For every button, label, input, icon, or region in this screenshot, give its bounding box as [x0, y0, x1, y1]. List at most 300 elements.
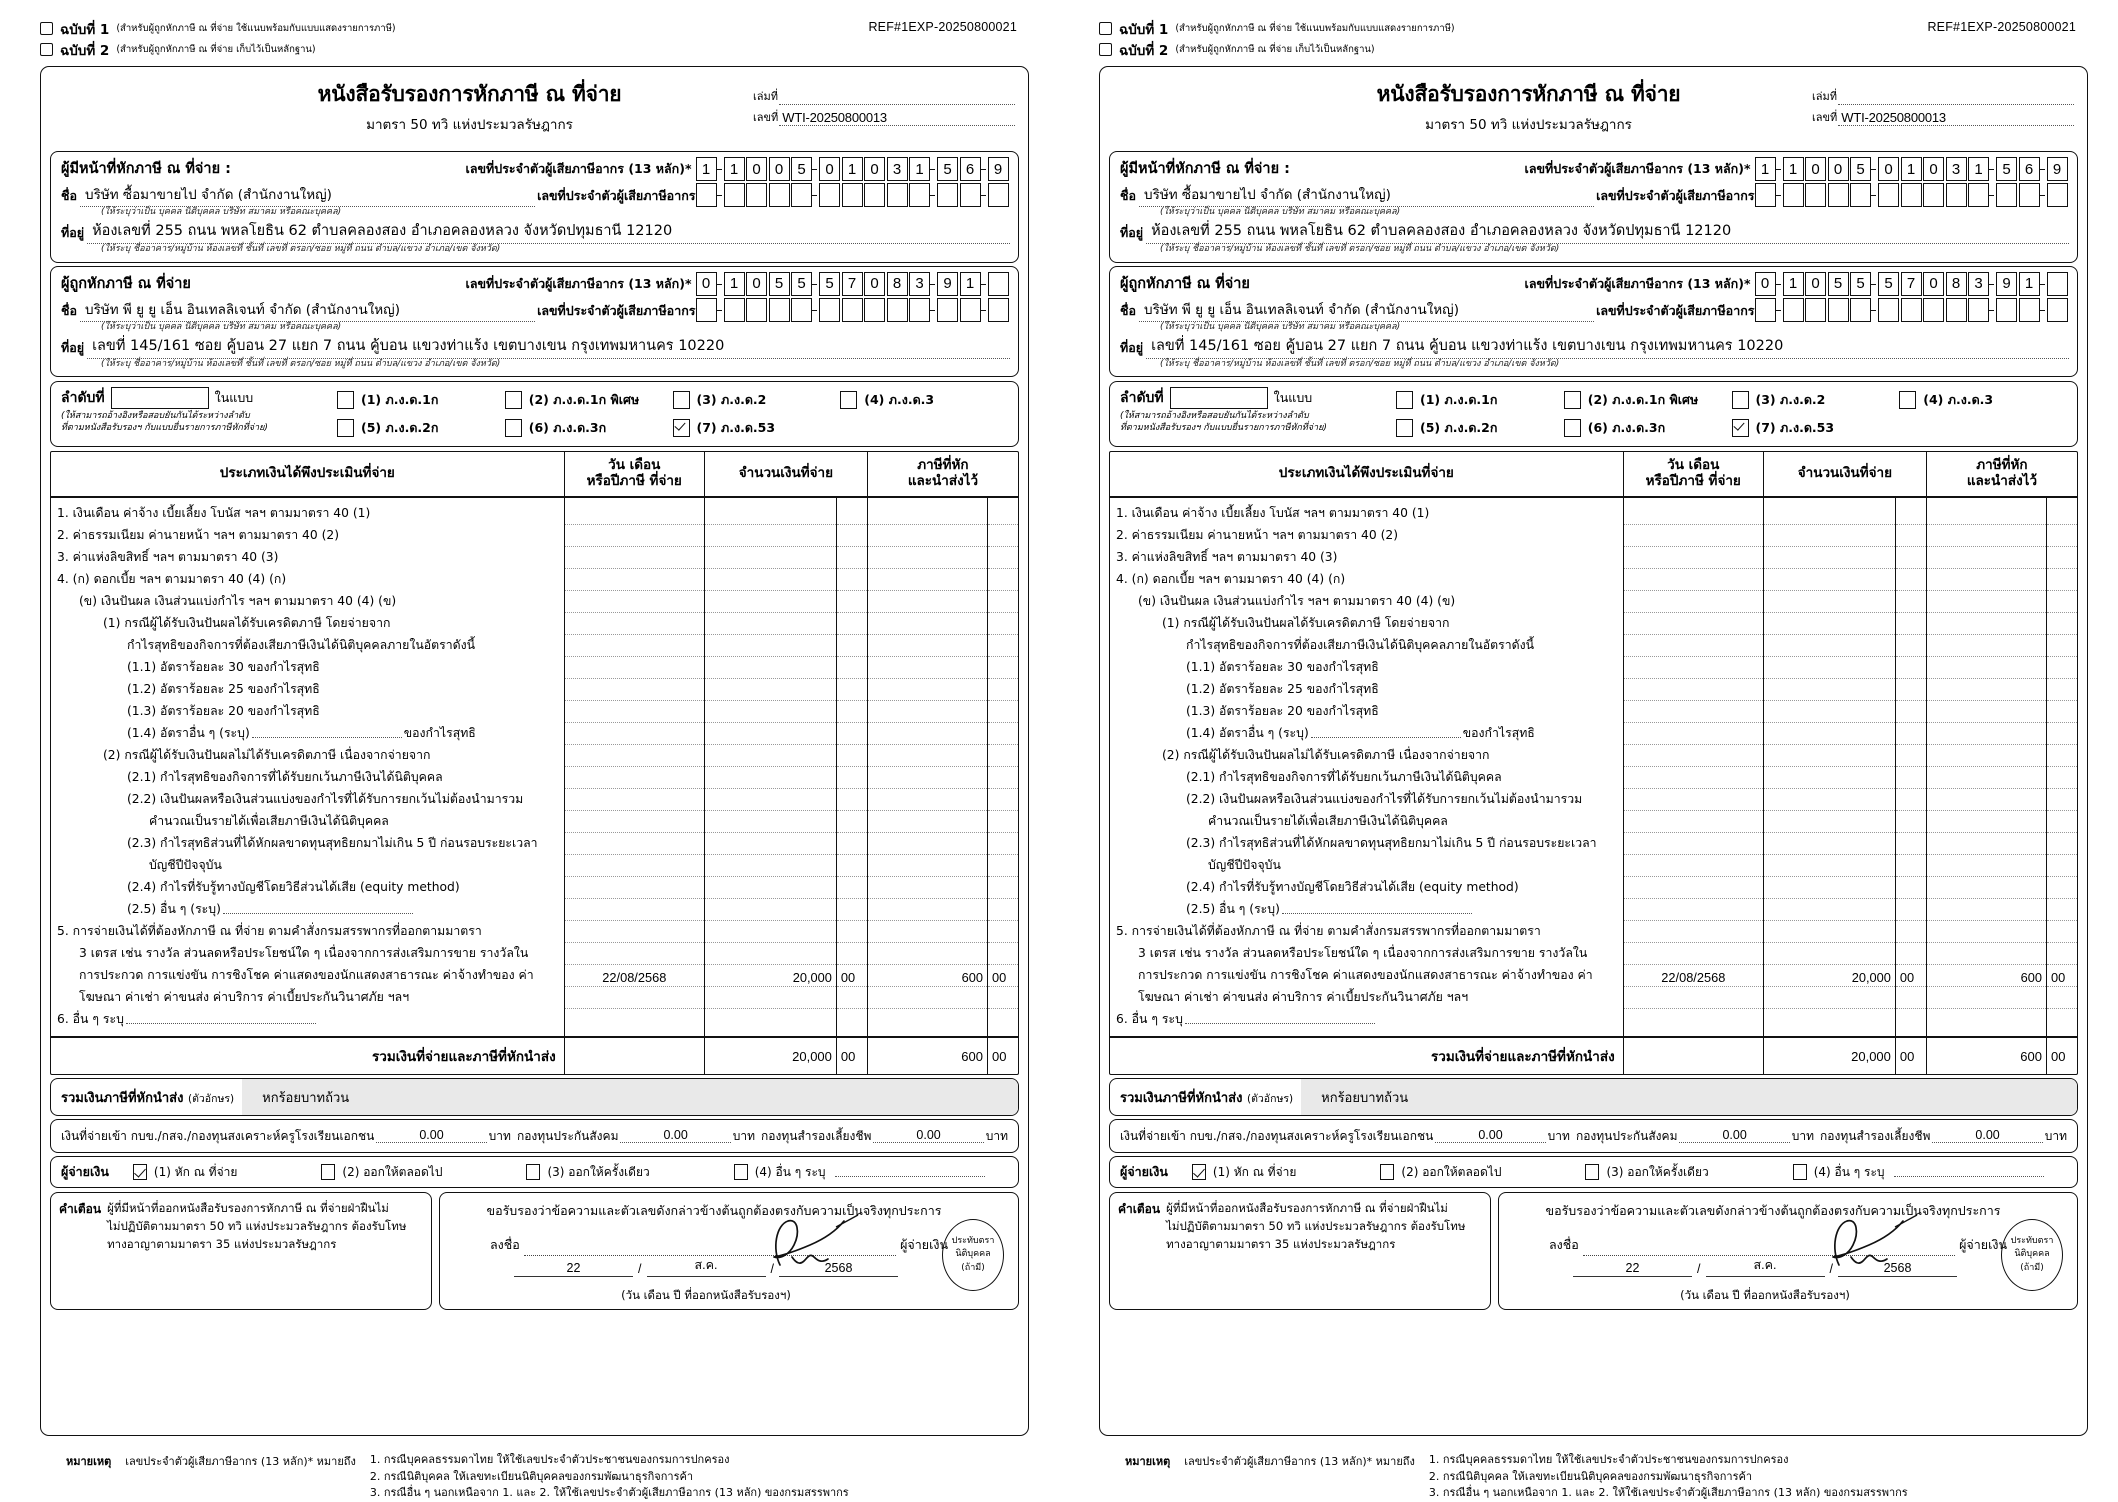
copy1-checkbox[interactable]	[40, 22, 53, 35]
income-type-label: (2.2) เงินปันผลหรือเงินส่วนแบ่งของกำไรที่ได้รับการยกเว้นไม่ต้องนำมารวม	[1186, 791, 1583, 806]
taxid-digit-8[interactable]	[864, 298, 885, 322]
payer-option-1[interactable]	[1192, 1163, 1296, 1182]
taxid-digit-4[interactable]	[769, 183, 790, 207]
book-field[interactable]	[1838, 92, 2074, 105]
taxid-digit-13[interactable]: 9	[988, 157, 1009, 181]
form-type-option-3[interactable]	[1732, 390, 1900, 410]
copy2-checkbox[interactable]	[1099, 43, 1112, 56]
row-separator	[705, 854, 836, 855]
row-separator	[1927, 854, 2046, 855]
taxid-digit-11[interactable]: 5	[937, 157, 958, 181]
row-separator	[2047, 700, 2077, 701]
taxid-digit-9[interactable]	[887, 298, 908, 322]
taxid-digit-3[interactable]: 0	[746, 272, 767, 296]
taxid-digit-9[interactable]: 3	[1946, 157, 1967, 181]
row-separator	[988, 854, 1018, 855]
row-separator	[565, 876, 704, 877]
row-separator	[837, 766, 867, 767]
fund-0-field[interactable]	[376, 1127, 486, 1143]
form-type-option-2[interactable]	[1564, 390, 1732, 410]
income-type-label: 3. ค่าแห่งลิขสิทธิ์ ฯลฯ ตามมาตรา 40 (3)	[57, 549, 279, 564]
row-separator	[2047, 722, 2077, 723]
payer-option-4-field[interactable]	[1894, 1167, 2044, 1177]
taxid-digit-2[interactable]	[724, 183, 745, 207]
taxid-digit-10[interactable]: 3	[1968, 272, 1989, 296]
withholdee-taxid-boxes[interactable]	[1755, 272, 2070, 296]
taxid-digit-6[interactable]	[1878, 183, 1899, 207]
fund-0-field[interactable]	[1435, 1127, 1545, 1143]
warning-line-2: ไม่ปฏิบัติตามมาตรา 50 ทวิ แห่งประมวลรัษฎากร ต้องรับโทษ	[1166, 1218, 1466, 1233]
book-field[interactable]	[779, 92, 1015, 105]
taxid-digit-12[interactable]	[960, 298, 981, 322]
form-type-checkbox-1[interactable]	[1396, 391, 1413, 409]
taxid-digit-13[interactable]: 9	[2047, 157, 2068, 181]
taxid-digit-13[interactable]	[988, 183, 1009, 207]
row-separator	[837, 634, 867, 635]
withholdee-address-field[interactable]	[87, 337, 1010, 359]
page-title: หนังสือรับรองการหักภาษี ณ ที่จ่าย	[1376, 82, 1681, 106]
row-separator	[868, 964, 987, 965]
taxid-digit-8[interactable]: 0	[1923, 157, 1944, 181]
income-type-label: (2.1) กำไรสุทธิของกิจการที่ได้รับยกเว้นภาษีเงินได้นิติบุคคล	[1186, 769, 1502, 784]
row-separator	[988, 524, 1018, 525]
fund-2-field[interactable]	[1932, 1127, 2042, 1143]
taxid-digit-7[interactable]: 1	[842, 157, 863, 181]
amount-in-words-label-main: รวมเงินภาษีที่หักนำส่ง	[1120, 1090, 1243, 1106]
taxid-digit-12[interactable]: 6	[2019, 157, 2040, 181]
payer-option-1-checkbox[interactable]	[1192, 1164, 1206, 1180]
form-type-checkbox-5[interactable]	[1396, 419, 1413, 437]
form-type-option-1[interactable]	[337, 390, 505, 410]
taxid-digit-2[interactable]: 1	[724, 272, 745, 296]
form-type-option-7[interactable]	[673, 418, 841, 438]
sequence-hint-line2: ที่ตามหนังสือรับรองฯ กับแบบยื่นรายการภาษีหักที่จ่าย)	[61, 422, 268, 433]
row-separator	[1896, 898, 1926, 899]
row-separator	[705, 1008, 836, 1009]
taxid-digit-2[interactable]: 1	[1783, 157, 1804, 181]
payer-option-4-checkbox[interactable]	[1793, 1164, 1807, 1180]
taxid-digit-4[interactable]: 0	[1828, 157, 1849, 181]
signature-month-field[interactable]	[647, 1258, 766, 1277]
row-separator	[1764, 832, 1895, 833]
form-type-checkbox-2[interactable]	[1564, 391, 1581, 409]
taxid-digit-4[interactable]: 0	[769, 157, 790, 181]
payer-option-4[interactable]	[1793, 1163, 2046, 1182]
row-separator	[565, 700, 704, 701]
taxid-digit-3[interactable]	[746, 298, 767, 322]
taxid-digit-6[interactable]	[1878, 298, 1899, 322]
taxid-digit-7[interactable]	[842, 183, 863, 207]
form-type-option-5[interactable]	[1396, 418, 1564, 438]
taxid-digit-7[interactable]: 7	[842, 272, 863, 296]
form-type-checkbox-7[interactable]	[673, 419, 690, 437]
taxid-digit-1[interactable]: 1	[696, 157, 717, 181]
payer-option-2-checkbox[interactable]	[321, 1164, 335, 1180]
form-type-option-4[interactable]	[1899, 390, 2067, 410]
seal-line-1: ประทับตรา	[2010, 1236, 2054, 1247]
taxid-digit-10[interactable]	[909, 298, 930, 322]
withholder-taxid2-label: เลขที่ประจำตัวผู้เสียภาษีอากร	[1596, 188, 1755, 203]
payer-option-3-checkbox[interactable]	[1585, 1164, 1599, 1180]
payer-option-4-field[interactable]	[835, 1167, 985, 1177]
income-type-fill-field[interactable]	[223, 904, 413, 914]
taxid-digit-12[interactable]: 1	[960, 272, 981, 296]
taxid-digit-5[interactable]	[1850, 183, 1871, 207]
taxid-digit-13[interactable]	[2047, 272, 2068, 296]
signature-day-field[interactable]	[514, 1261, 633, 1277]
row-separator	[837, 876, 867, 877]
form-type-checkbox-4[interactable]	[840, 391, 857, 409]
taxid-digit-10[interactable]	[1968, 298, 1989, 322]
form-type-checkbox-5[interactable]	[337, 419, 354, 437]
withholdee-name-hint: (ให้ระบุว่าเป็น บุคคล นิติบุคคล บริษัท สมาคม หรือคณะบุคคล)	[101, 321, 342, 332]
row-separator	[565, 590, 704, 591]
row-separator	[2047, 1008, 2077, 1009]
withholdee-address-hint: (ให้ระบุ ชื่ออาคาร/หมู่บ้าน ห้องเลขที่ ชั้นที่ เลขที่ ตรอก/ซอย หมู่ที่ ถนน ตำบล/แขวง อำเภอ/เขต จังหวัด)	[1160, 358, 1560, 369]
taxid-digit-9[interactable]	[887, 183, 908, 207]
taxid-digit-6[interactable]: 0	[819, 157, 840, 181]
withholdee-taxid2-boxes[interactable]	[696, 298, 1011, 322]
taxid-digit-9[interactable]	[1946, 183, 1967, 207]
number-field[interactable]	[1838, 110, 2074, 126]
form-type-option-2[interactable]	[505, 390, 673, 410]
form-type-option-5[interactable]	[337, 418, 505, 438]
payer-option-2[interactable]	[1380, 1163, 1501, 1182]
form-type-checkbox-6[interactable]	[1564, 419, 1581, 437]
income-type-fill-field[interactable]	[1311, 728, 1461, 738]
withholder-address-value: ห้องเลขที่ 255 ถนน พหลโยธิน 62 ตำบลคลองสอง อำเภอคลองหลวง จังหวัดปทุมธานี 12120	[92, 223, 673, 240]
sequence-input[interactable]	[1170, 387, 1268, 409]
row-separator	[705, 942, 836, 943]
taxid-digit-2[interactable]	[724, 298, 745, 322]
income-type-row	[1116, 986, 1617, 1008]
withholdee-taxid2-boxes[interactable]	[1755, 298, 2070, 322]
withholdee-address-field[interactable]	[1146, 337, 2069, 359]
date-separator-2: /	[770, 1262, 774, 1276]
income-type-row	[57, 722, 558, 744]
taxid-digit-5[interactable]	[791, 183, 812, 207]
taxid-digit-11[interactable]: 9	[1996, 272, 2017, 296]
payer-option-3[interactable]	[526, 1163, 649, 1182]
row-separator	[705, 678, 836, 679]
taxid-digit-3[interactable]: 0	[1805, 272, 1826, 296]
row-separator	[1896, 612, 1926, 613]
taxid-digit-1[interactable]	[1755, 183, 1776, 207]
withholder-name-field[interactable]	[1139, 187, 1594, 207]
signature-day-field[interactable]	[1573, 1261, 1692, 1277]
income-type-row	[57, 590, 558, 612]
payer-option-2-checkbox[interactable]	[1380, 1164, 1394, 1180]
row-separator	[705, 964, 836, 965]
taxid-digit-2[interactable]: 1	[1783, 272, 1804, 296]
fund-1-field[interactable]	[620, 1127, 730, 1143]
taxid-digit-9[interactable]: 8	[1946, 272, 1967, 296]
income-type-fill-field[interactable]	[1282, 904, 1472, 914]
row-separator	[868, 524, 987, 525]
taxid-digit-11[interactable]	[1996, 298, 2017, 322]
col-header-date-l1: วัน เดือน	[608, 457, 661, 474]
signature-month-field[interactable]	[1706, 1258, 1825, 1277]
taxid-digit-3[interactable]: 0	[1805, 157, 1826, 181]
copy1-checkbox[interactable]	[1099, 22, 1112, 35]
total-tax-satang: 00	[2051, 1048, 2066, 1064]
taxid-digit-1[interactable]: 1	[1755, 157, 1776, 181]
taxid-digit-8[interactable]	[1923, 183, 1944, 207]
fund-2-name: กองทุนสำรองเลี้ยงชีพ	[1820, 1128, 1931, 1143]
taxid-digit-8[interactable]	[864, 183, 885, 207]
amount-column	[1764, 498, 1927, 1036]
taxid-digit-5[interactable]	[791, 298, 812, 322]
copy-line-2[interactable]	[40, 39, 1029, 60]
taxid-digit-1[interactable]: 0	[696, 272, 717, 296]
copy2-checkbox[interactable]	[40, 43, 53, 56]
income-type-label-suffix: ของกำไรสุทธิ	[1462, 725, 1535, 740]
amount-in-words-section	[1109, 1078, 2078, 1116]
taxid-digit-11[interactable]	[1996, 183, 2017, 207]
row-separator	[1764, 1008, 1895, 1009]
row-separator	[1764, 678, 1895, 679]
taxid-digit-1[interactable]	[696, 298, 717, 322]
taxid-digit-9[interactable]	[1946, 298, 1967, 322]
income-type-label: (1.3) อัตราร้อยละ 20 ของกำไรสุทธิ	[127, 703, 320, 718]
taxid-digit-8[interactable]: 0	[864, 272, 885, 296]
row-separator	[1764, 722, 1895, 723]
form-type-option-1[interactable]	[1396, 390, 1564, 410]
row-separator	[1896, 920, 1926, 921]
withholder-taxid2-boxes[interactable]	[696, 183, 1011, 207]
taxid-digit-4[interactable]	[769, 298, 790, 322]
withholdee-address-label: ที่อยู่	[1120, 339, 1144, 355]
withholdee-name-field[interactable]	[80, 301, 535, 322]
withholder-address-field[interactable]	[1146, 223, 2069, 244]
taxid-digit-7[interactable]: 1	[1901, 157, 1922, 181]
withholder-taxid-boxes[interactable]	[696, 157, 1011, 181]
taxid-digit-11[interactable]	[937, 298, 958, 322]
payer-option-2-label: (2) ออกให้ตลอดไป	[342, 1164, 443, 1179]
row-separator	[988, 766, 1018, 767]
payer-option-1-checkbox[interactable]	[133, 1164, 147, 1180]
withholder-address-field[interactable]	[87, 223, 1010, 244]
form-type-checkbox-3[interactable]	[1732, 391, 1749, 409]
payer-option-1[interactable]	[133, 1163, 237, 1182]
form-type-option-3[interactable]	[673, 390, 841, 410]
withholdee-name-field[interactable]	[1139, 301, 1594, 322]
taxid-digit-3[interactable]	[746, 183, 767, 207]
taxid-digit-12[interactable]: 1	[2019, 272, 2040, 296]
taxid-digit-2[interactable]	[1783, 298, 1804, 322]
taxid-digit-6[interactable]: 0	[1878, 157, 1899, 181]
row-separator	[1896, 854, 1926, 855]
row-separator	[565, 810, 704, 811]
row-separator	[1896, 744, 1926, 745]
form-type-option-4[interactable]	[840, 390, 1008, 410]
fund-1-name: กองทุนประกันสังคม	[1575, 1128, 1678, 1143]
withholdee-address-hint: (ให้ระบุ ชื่ออาคาร/หมู่บ้าน ห้องเลขที่ ชั้นที่ เลขที่ ตรอก/ซอย หมู่ที่ ถนน ตำบล/แขวง อำเภอ/เขต จังหวัด)	[101, 358, 501, 369]
taxid-digit-6[interactable]: 5	[819, 272, 840, 296]
total-amount-baht: 20,000	[705, 1038, 837, 1074]
taxid-digit-13[interactable]	[988, 298, 1009, 322]
withholder-taxid2-boxes[interactable]	[1755, 183, 2070, 207]
payer-option-4-label: (4) อื่น ๆ ระบุ	[1813, 1164, 1885, 1179]
seal-line-1: ประทับตรา	[951, 1236, 995, 1247]
sequence-section	[50, 381, 1019, 447]
form-type-checkbox-3[interactable]	[673, 391, 690, 409]
taxid-digit-11[interactable]: 5	[1996, 157, 2017, 181]
taxid-digit-5[interactable]: 5	[791, 157, 812, 181]
form-type-checkbox-4[interactable]	[1899, 391, 1916, 409]
row-separator	[837, 920, 867, 921]
taxid-digit-3[interactable]	[1805, 183, 1826, 207]
row-separator	[565, 832, 704, 833]
row-separator	[705, 810, 836, 811]
footer-row	[50, 1192, 1019, 1310]
income-type-label: (1.4) อัตราอื่น ๆ (ระบุ)	[127, 725, 250, 740]
row-separator	[1896, 876, 1926, 877]
taxid-digit-10[interactable]: 1	[1968, 157, 1989, 181]
payer-option-2[interactable]	[321, 1163, 442, 1182]
income-type-row	[1116, 590, 1617, 612]
withholder-taxid-boxes[interactable]	[1755, 157, 2070, 181]
form-type-option-6[interactable]	[505, 418, 673, 438]
row-separator	[988, 832, 1018, 833]
form-frame	[1099, 66, 2088, 1436]
income-type-fill-field[interactable]	[126, 1014, 316, 1024]
withholdee-name-value: บริษัท พี ยู ยู เอ็น อินเทลลิเจนท์ จำกัด (สำนักงานใหญ่)	[85, 301, 400, 318]
taxid-digit-3[interactable]	[1805, 298, 1826, 322]
taxid-digit-10[interactable]: 1	[909, 157, 930, 181]
taxid-digit-4[interactable]: 5	[769, 272, 790, 296]
taxid-digit-10[interactable]	[1968, 183, 1989, 207]
taxid-digit-6[interactable]	[819, 298, 840, 322]
payer-option-4-checkbox[interactable]	[734, 1164, 748, 1180]
income-table-total-row	[1110, 1036, 2077, 1074]
taxid-digit-5[interactable]: 5	[1850, 272, 1871, 296]
payer-option-3[interactable]	[1585, 1163, 1708, 1182]
withholdee-address-label: ที่อยู่	[61, 339, 85, 355]
taxid-digit-8[interactable]	[1923, 298, 1944, 322]
sequence-after-label: ในแบบ	[214, 390, 254, 405]
form-type-checkbox-1[interactable]	[337, 391, 354, 409]
taxid-digit-7[interactable]	[842, 298, 863, 322]
row-separator	[988, 898, 1018, 899]
income-type-row	[57, 920, 558, 942]
taxid-digit-12[interactable]	[2019, 298, 2040, 322]
row-separator	[837, 854, 867, 855]
row-separator	[1927, 656, 2046, 657]
withholder-name-field[interactable]	[80, 187, 535, 207]
taxid-digit-7[interactable]	[1901, 298, 1922, 322]
taxid-digit-12[interactable]	[960, 183, 981, 207]
row-separator	[868, 920, 987, 921]
taxid-digit-13[interactable]	[2047, 298, 2068, 322]
withholder-name-label: ชื่อ	[1120, 188, 1136, 203]
taxid-digit-11[interactable]: 9	[937, 272, 958, 296]
copy-line-2[interactable]	[1099, 39, 2088, 60]
taxid-digit-3[interactable]: 0	[746, 157, 767, 181]
payer-option-3-checkbox[interactable]	[526, 1164, 540, 1180]
form-type-checkbox-6[interactable]	[505, 419, 522, 437]
taxid-digit-4[interactable]: 5	[1828, 272, 1849, 296]
taxid-digit-6[interactable]: 5	[1878, 272, 1899, 296]
taxid-digit-10[interactable]: 3	[909, 272, 930, 296]
row-separator	[837, 810, 867, 811]
income-type-label: (2.2) เงินปันผลหรือเงินส่วนแบ่งของกำไรที่ได้รับการยกเว้นไม่ต้องนำมารวม	[127, 791, 524, 806]
taxid-digit-1[interactable]	[1755, 298, 1776, 322]
row-separator	[837, 1008, 867, 1009]
row-separator	[988, 700, 1018, 701]
income-type-label: โฆษณา ค่าเช่า ค่าขนส่ง ค่าบริการ ค่าเบี้ยประกันวินาศภัย ฯลฯ	[79, 989, 410, 1004]
taxid-digit-5[interactable]	[1850, 298, 1871, 322]
taxid-digit-2[interactable]	[1783, 183, 1804, 207]
entry-amount-satang-value: 00	[1899, 970, 1915, 985]
number-field[interactable]	[779, 110, 1015, 126]
taxid-digit-6[interactable]	[819, 183, 840, 207]
signature-field[interactable]	[1583, 1241, 1955, 1256]
fund-2-field[interactable]	[873, 1127, 983, 1143]
income-type-fill-field[interactable]	[1185, 1014, 1375, 1024]
taxid-digit-8[interactable]: 0	[864, 157, 885, 181]
sequence-hint-line2: ที่ตามหนังสือรับรองฯ กับแบบยื่นรายการภาษีหักที่จ่าย)	[1120, 422, 1327, 433]
taxid-digit-5[interactable]: 5	[1850, 157, 1871, 181]
taxid-digit-9[interactable]: 3	[887, 157, 908, 181]
row-separator	[837, 524, 867, 525]
form-type-option-6[interactable]	[1564, 418, 1732, 438]
col-header-date-l2: หรือปีภาษี ที่จ่าย	[1645, 473, 1741, 489]
taxid-digit-7[interactable]	[1901, 183, 1922, 207]
taxid-digit-1[interactable]: 0	[1755, 272, 1776, 296]
form-type-checkbox-2[interactable]	[505, 391, 522, 409]
taxid-digit-4[interactable]	[1828, 298, 1849, 322]
row-separator	[988, 656, 1018, 657]
taxid-digit-7[interactable]: 7	[1901, 272, 1922, 296]
taxid-digit-5[interactable]: 5	[791, 272, 812, 296]
sequence-input[interactable]	[111, 387, 209, 409]
row-separator	[837, 656, 867, 657]
withholder-taxid-label: เลขที่ประจำตัวผู้เสียภาษีอากร (13 หลัก)*	[1524, 161, 1751, 176]
taxid-digit-1[interactable]	[696, 183, 717, 207]
row-separator	[1927, 612, 2046, 613]
payer-option-4[interactable]	[734, 1163, 987, 1182]
funds-section	[1109, 1119, 2078, 1153]
signature-section	[439, 1192, 1019, 1310]
taxid-digit-10[interactable]	[909, 183, 930, 207]
taxid-digit-13[interactable]	[988, 272, 1009, 296]
fund-1-field[interactable]	[1679, 1127, 1789, 1143]
total-amount-cell	[1764, 1038, 1927, 1074]
row-separator	[705, 568, 836, 569]
taxid-digit-2[interactable]: 1	[724, 157, 745, 181]
withholder-name-row	[61, 183, 1010, 207]
taxid-digit-4[interactable]	[1828, 183, 1849, 207]
signature-year-field[interactable]	[779, 1261, 898, 1277]
signature-year-field[interactable]	[1838, 1261, 1957, 1277]
note-item-3: 3. กรณีอื่น ๆ นอกเหนือจาก 1. และ 2. ให้ใช้เลขประจำตัวผู้เสียภาษีอากร (13 หลัก) ของกรมสรรพากร	[1428, 1486, 1908, 1499]
taxid-digit-8[interactable]: 0	[1923, 272, 1944, 296]
form-type-option-7[interactable]	[1732, 418, 1900, 438]
taxid-digit-12[interactable]	[2019, 183, 2040, 207]
withholdee-taxid-boxes[interactable]	[696, 272, 1011, 296]
income-type-label: (1) กรณีผู้ได้รับเงินปันผลได้รับเครดิตภาษี โดยจ่ายจาก	[103, 615, 391, 630]
col-header-date	[1624, 452, 1764, 496]
income-type-fill-field[interactable]	[252, 728, 402, 738]
taxid-digit-11[interactable]	[937, 183, 958, 207]
taxid-digit-13[interactable]	[2047, 183, 2068, 207]
taxid-digit-12[interactable]: 6	[960, 157, 981, 181]
signature-field[interactable]	[524, 1241, 896, 1256]
payer-option-3-label: (3) ออกให้ครั้งเดียว	[1606, 1164, 1709, 1179]
form-type-checkbox-7[interactable]	[1732, 419, 1749, 437]
taxid-digit-9[interactable]: 8	[887, 272, 908, 296]
